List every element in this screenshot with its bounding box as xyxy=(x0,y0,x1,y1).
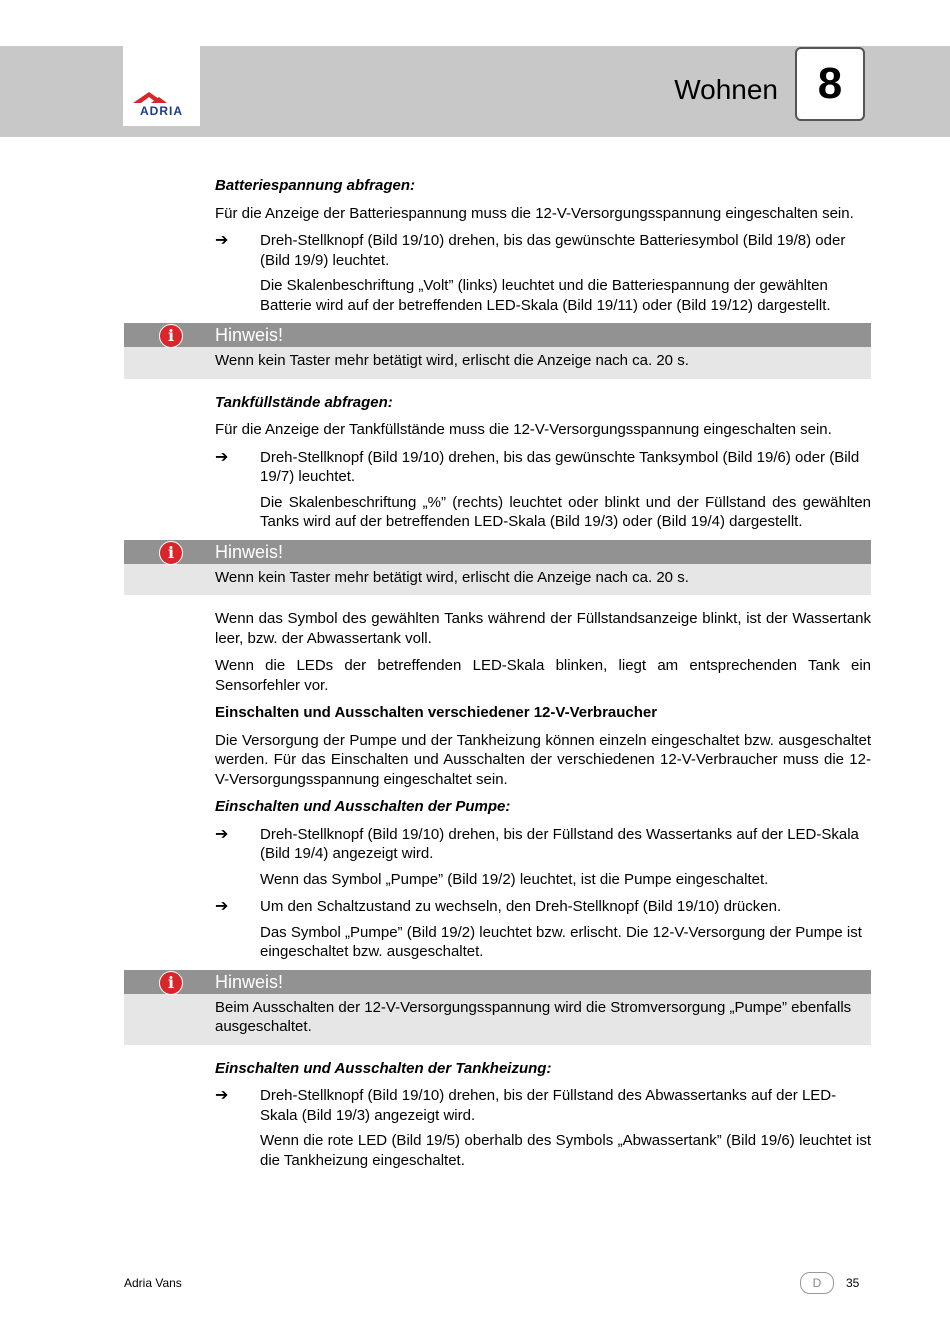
pump-heading: Einschalten und Ausschalten der Pumpe: xyxy=(215,798,511,815)
language-badge: D xyxy=(800,1272,834,1294)
arrow-icon: ➔ xyxy=(215,825,229,843)
tank-heading: Tankfüllstände abfragen: xyxy=(215,393,393,411)
note-title: Hinweis! xyxy=(215,325,284,345)
note-text: Wenn kein Taster mehr betätigt wird, erlischt die Anzeige nach ca. 20 s. xyxy=(124,564,871,596)
pump-step xyxy=(215,897,871,917)
main-content xyxy=(167,176,871,1178)
battery-step-detail: Die Skalenbeschriftung „Volt” (links) leuchtet und die Batteriespannung der gewählten Batterie wird auf der betreffenden LED-Skala (Bild 19/11) oder (Bild 19/12) dargestellt. xyxy=(260,277,831,314)
info-icon: i xyxy=(159,971,183,995)
note-title: Hinweis! xyxy=(215,541,284,562)
blink-paragraph: Wenn das Symbol des gewählten Tanks während der Füllstandsanzeige blinkt, ist der Wassertank leer, bzw. der Abwassertank voll. xyxy=(215,610,871,647)
heating-heading: Einschalten und Ausschalten der Tankheizung: xyxy=(215,1059,552,1077)
tank-step xyxy=(215,448,871,487)
arrow-icon: ➔ xyxy=(215,898,229,915)
heating-step-text: Dreh-Stellknopf (Bild 19/10) drehen, bis der Füllstand des Abwassertanks auf der LED-Skala (Bild 19/3) angezeigt wird. xyxy=(260,1087,837,1124)
arrow-icon: ➔ xyxy=(215,448,229,466)
note-box xyxy=(124,540,871,596)
battery-step xyxy=(215,231,871,270)
pump-step-detail: Wenn das Symbol „Pumpe” (Bild 19/2) leuchtet, ist die Pumpe eingeschaltet. xyxy=(260,870,769,888)
arrow-icon: ➔ xyxy=(215,232,229,249)
note-box xyxy=(124,970,871,1045)
tank-step-text: Dreh-Stellknopf (Bild 19/10) drehen, bis das gewünschte Tanksymbol (Bild 19/6) oder (Bild 19/7) leuchtet. xyxy=(260,448,860,485)
adria-logo xyxy=(123,46,200,126)
battery-heading: Batteriespannung abfragen: xyxy=(215,177,416,194)
info-icon: i xyxy=(159,541,183,565)
note-text: Wenn kein Taster mehr betätigt wird, erlischt die Anzeige nach ca. 20 s. xyxy=(124,347,871,379)
pump-step xyxy=(215,825,871,864)
note-header xyxy=(124,540,871,564)
footer-title: Adria Vans xyxy=(124,1276,182,1290)
page-number: 35 xyxy=(846,1276,860,1290)
info-icon: i xyxy=(159,324,183,348)
pump-step-text: Um den Schaltzustand zu wechseln, den Dreh-Stellknopf (Bild 19/10) drücken. xyxy=(260,898,782,915)
arrow-icon: ➔ xyxy=(215,1087,229,1104)
tank-step-detail: Die Skalenbeschriftung „%” (rechts) leuchtet oder blinkt und der Füllstand des gewählten Tanks wird auf der betreffenden LED-Skala (Bild 19/3) oder (Bild 19/4) dargestellt. xyxy=(260,493,871,530)
note-title: Hinweis! xyxy=(215,971,284,992)
note-text: Beim Ausschalten der 12-V-Versorgungsspannung wird die Stromversorgung „Pumpe” ebenfalls ausgeschaltet. xyxy=(124,994,871,1045)
pump-step-detail: Das Symbol „Pumpe” (Bild 19/2) leuchtet bzw. erlischt. Die 12-V-Versorgung der Pumpe ist eingeschaltet bzw. ausgeschaltet. xyxy=(260,923,862,960)
pump-step-text: Dreh-Stellknopf (Bild 19/10) drehen, bis der Füllstand des Wassertanks auf der LED-Skala (Bild 19/4) angezeigt wird. xyxy=(260,825,859,862)
note-header xyxy=(124,970,871,994)
logo-text: ADRIA xyxy=(140,104,183,118)
switch-heading: Einschalten und Ausschalten verschiedener 12-V-Verbraucher xyxy=(215,704,658,721)
battery-intro: Für die Anzeige der Batteriespannung muss die 12-V-Versorgungsspannung eingeschalten sein. xyxy=(215,204,854,222)
section-title: Wohnen xyxy=(674,74,778,105)
tank-intro: Für die Anzeige der Tankfüllstände muss die 12-V-Versorgungsspannung eingeschalten sein. xyxy=(215,421,832,438)
led-paragraph: Wenn die LEDs der betreffenden LED-Skala blinken, liegt am entsprechenden Tank ein Sensorfehler vor. xyxy=(215,657,871,694)
heating-step-detail: Wenn die rote LED (Bild 19/5) oberhalb des Symbols „Abwassertank” (Bild 19/6) leuchtet ist die Tankheizung eingeschaltet. xyxy=(260,1132,871,1169)
note-header xyxy=(124,323,871,347)
note-box xyxy=(124,323,871,379)
adria-logo-icon xyxy=(129,90,193,104)
chapter-number: 8 xyxy=(795,47,865,121)
heating-step xyxy=(215,1086,871,1125)
switch-intro: Die Versorgung der Pumpe und der Tankheizung können einzeln eingeschaltet bzw. ausgeschaltet werden. Für das Einschalten und Ausschalten der verschiedenen 12-V-Verbraucher muss die 12-V-Versorgungsspannung eingeschaltet sein. xyxy=(215,731,871,788)
battery-step-text: Dreh-Stellknopf (Bild 19/10) drehen, bis das gewünschte Batteriesymbol (Bild 19/8) oder (Bild 19/9) leuchtet. xyxy=(260,232,846,269)
